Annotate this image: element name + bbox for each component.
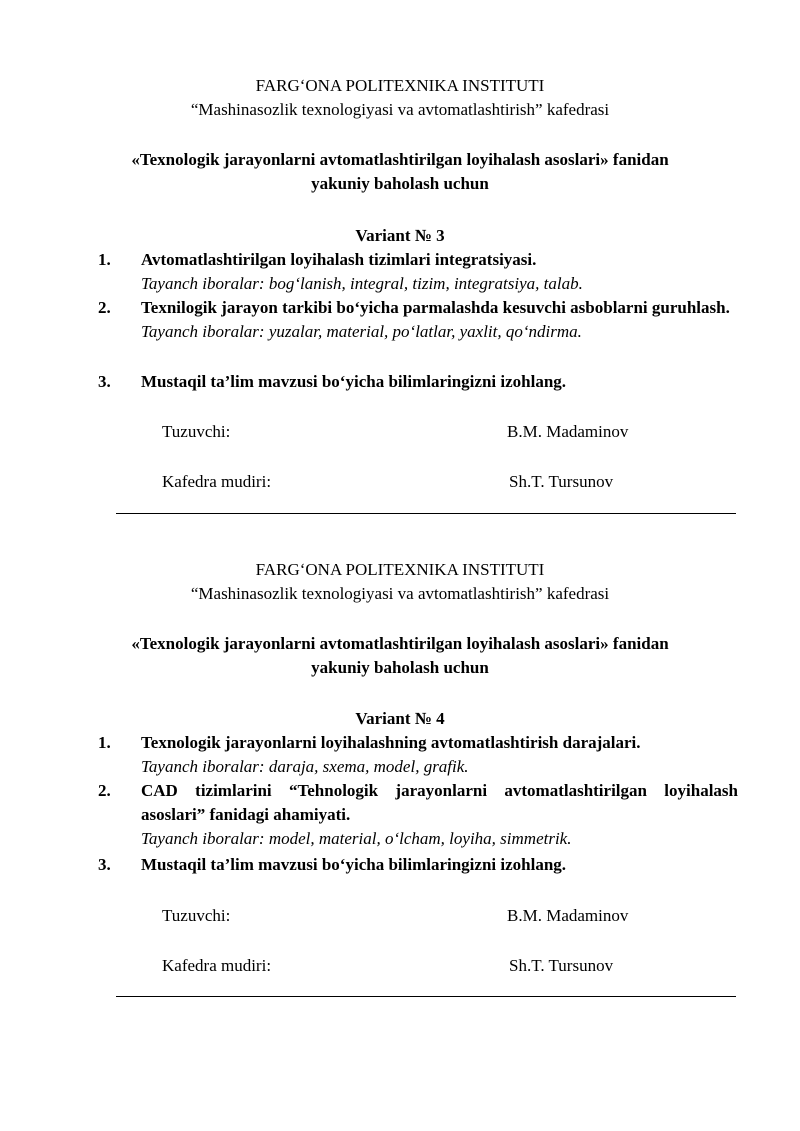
question-keywords: Tayanch iboralar: bog‘lanish, integral, tizim, integratsiya, talab. <box>141 274 583 293</box>
signature-role: Kafedra mudiri: <box>162 472 272 491</box>
question-keywords: Tayanch iboralar: yuzalar, material, po‘latlar, yaxlit, qo‘ndirma. <box>141 322 582 341</box>
question-text: Mustaqil ta’lim mavzusi bo‘yicha bilimlaringizni izohlang. <box>141 372 567 391</box>
question-item <box>98 731 738 779</box>
question-item <box>98 779 738 851</box>
question-keywords: Tayanch iboralar: model, material, o‘lcham, loyiha, simmetrik. <box>141 829 572 848</box>
question-text: Avtomatlashtirilgan loyihalash tizimlari integratsiyasi. <box>141 250 537 269</box>
department-name: “Mashinasozlik texnologiyasi va avtomatlashtirish” kafedrasi <box>190 584 610 603</box>
subject-line-1: «Texnologik jarayonlarni avtomatlashtirilgan loyihalash asoslari» fanidan <box>131 150 669 169</box>
institute-name: FARG‘ONA POLITEXNIKA INSTITUTI <box>255 76 545 95</box>
question-text: Texnilogik jarayon tarkibi bo‘yicha parmalashda kesuvchi asboblarni guruhlash. <box>141 298 730 317</box>
signature-name: Sh.T. Tursunov <box>509 956 614 975</box>
signature-role: Kafedra mudiri: <box>162 956 272 975</box>
question-number: 3. <box>98 855 111 874</box>
variant-title: Variant № 4 <box>355 709 445 728</box>
question-text: Texnologik jarayonlarni loyihalashning avtomatlashtirish darajalari. <box>141 733 641 752</box>
signature-name: B.M. Madaminov <box>507 422 629 441</box>
separator-line <box>116 996 736 997</box>
variant-title: Variant № 3 <box>355 226 445 245</box>
separator-line <box>116 513 736 514</box>
question-number: 1. <box>98 733 111 752</box>
signature-name: Sh.T. Tursunov <box>509 472 614 491</box>
signature-role: Tuzuvchi: <box>162 422 231 441</box>
question-number: 3. <box>98 372 111 391</box>
question-item <box>98 248 738 296</box>
question-keywords: Tayanch iboralar: daraja, sxema, model, grafik. <box>141 757 469 776</box>
signature-name: B.M. Madaminov <box>507 906 629 925</box>
question-text: CAD tizimlarini “Tehnologik jarayonlarni avtomatlashtirilgan loyihalash asoslari” fanidagi ahamiyati. <box>141 781 738 824</box>
subject-line-2: yakuniy baholash uchun <box>311 658 489 677</box>
question-number: 2. <box>98 298 111 317</box>
subject-line-2: yakuniy baholash uchun <box>311 174 489 193</box>
question-number: 2. <box>98 781 111 800</box>
department-name: “Mashinasozlik texnologiyasi va avtomatlashtirish” kafedrasi <box>190 100 610 119</box>
question-item <box>98 370 738 394</box>
question-number: 1. <box>98 250 111 269</box>
institute-name: FARG‘ONA POLITEXNIKA INSTITUTI <box>255 560 545 579</box>
signature-role: Tuzuvchi: <box>162 906 231 925</box>
subject-line-1: «Texnologik jarayonlarni avtomatlashtirilgan loyihalash asoslari» fanidan <box>131 634 669 653</box>
question-item <box>98 296 738 344</box>
question-item <box>98 853 738 877</box>
question-text: Mustaqil ta’lim mavzusi bo‘yicha bilimlaringizni izohlang. <box>141 855 567 874</box>
